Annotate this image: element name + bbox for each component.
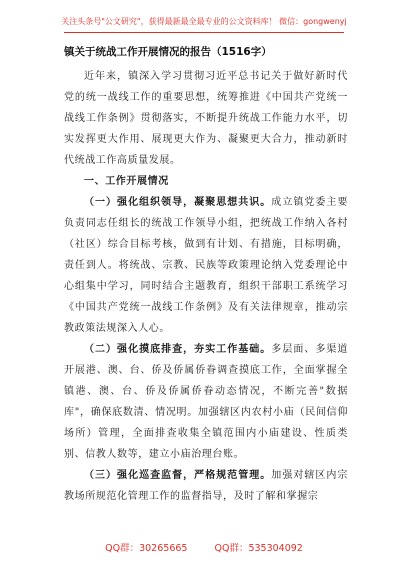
qq-group-1: QQ群：30265665 bbox=[105, 543, 188, 554]
item-lead: （二）强化摸底排查，夯实工作基础。 bbox=[84, 344, 272, 355]
item-text: 加强对辖区内宗教场所规范化管理工作的监督指导，及时了解和掌握宗 bbox=[64, 470, 348, 502]
document-title: 镇关于统战工作开展情况的报告（1516字） bbox=[64, 46, 272, 58]
list-item bbox=[64, 339, 348, 465]
item-text: 成立镇党委主要负责同志任组长的统战工作领导小组，把统战工作纳入各村（社区）综合目标考核，做到有计划、有措施，目标明确，责任到人。将统战、宗教、民族等政策理论纳入党委理论中心组集中学习，同时结合主题教育，组织干部职工系统学习《中国共产党统一战线工作条例》及有关法律规章，推动宗教政策法规深入人心。 bbox=[64, 197, 348, 334]
qq-group-2: QQ群：535304092 bbox=[214, 543, 303, 554]
item-lead: （一）强化组织领导，凝聚思想共识。 bbox=[84, 197, 272, 208]
item-lead: （三）强化巡查监督，严格规范管理。 bbox=[84, 470, 272, 481]
header-divider bbox=[64, 32, 344, 33]
footer bbox=[0, 540, 408, 554]
item-text: 多层面、多渠道开展港、澳、台、侨及侨属侨眷调查摸底工作，全面掌握全镇港、澳、台、侨及侨属侨眷动态情况，不断完善"数据库"，确保底数清、情况明。加强辖区内农村小庙（民间信仰场所）管理，全面排查收集全镇范围内小庙建设、性质类别、信教人数等，建立小庙治理台账。 bbox=[64, 344, 348, 460]
top-banner: 关注头条号"公文研究"，获得最新最全最专业的公文资料库！ 微信：gongwenyj bbox=[61, 17, 347, 26]
list-item bbox=[64, 465, 348, 507]
intro-paragraph: 近年来，镇深入学习贯彻习近平总书记关于做好新时代党的统一战线工作的重要思想，统筹推进《中国共产党统一战线工作条例》贯彻落实，不断提升统战工作能力水平，切实发挥更大作用、展现更大作为、凝聚更大合力，推动新时代统战工作高质量发展。 bbox=[64, 71, 348, 166]
section-heading: 一、工作开展情况 bbox=[84, 176, 169, 187]
document-body bbox=[64, 66, 348, 507]
list-item bbox=[64, 192, 348, 339]
